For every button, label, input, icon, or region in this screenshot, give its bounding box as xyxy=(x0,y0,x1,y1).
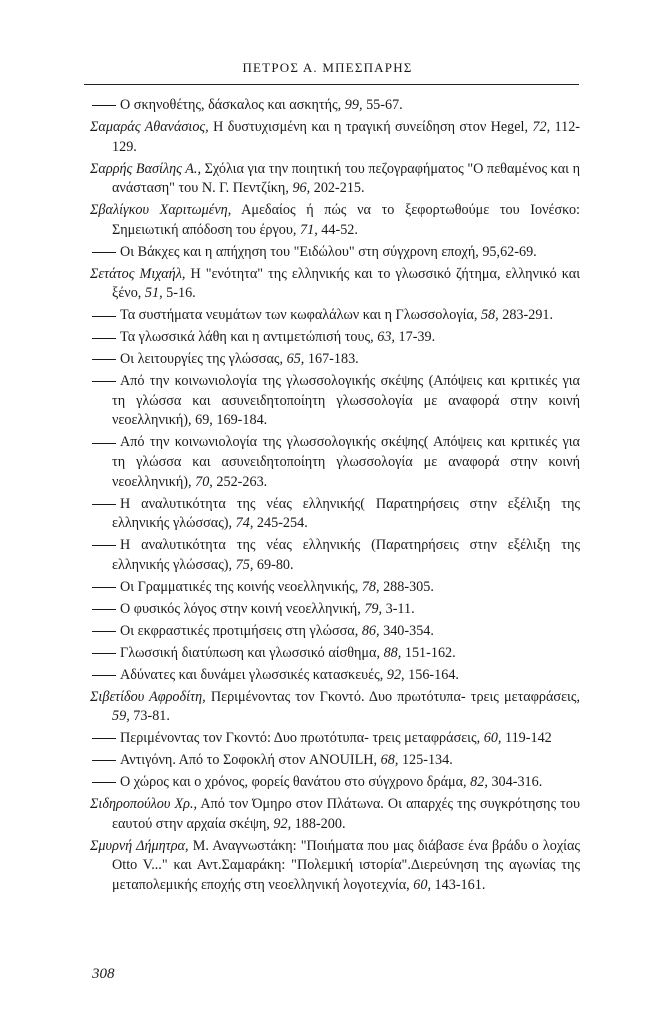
entry-title: Η αναλυτικότητα της νέας ελληνικής (Παρατηρήσεις στην εξέλιξη της ελληνικής γλώσσας), xyxy=(112,537,580,573)
entry-title: Οι λειτουργίες της γλώσσας, xyxy=(120,351,284,368)
index-entry xyxy=(90,666,580,686)
ditto-dash xyxy=(92,359,116,360)
index-entry xyxy=(90,622,580,642)
ditto-dash xyxy=(92,381,116,382)
index-entry xyxy=(90,644,580,664)
index-entry xyxy=(90,688,580,727)
entry-pages: 119-142 xyxy=(505,730,552,747)
entry-pages: 44-52. xyxy=(321,221,358,238)
index-entry xyxy=(90,265,580,304)
ditto-dash xyxy=(92,653,116,654)
entry-volume: 74, xyxy=(235,515,254,532)
index-entry xyxy=(90,773,580,793)
entry-title: Περιμένοντας τον Γκοντό. Δυο πρωτότυπα- τρεις μεταφράσεις, xyxy=(210,688,581,705)
ditto-dash xyxy=(92,587,116,588)
entry-volume: 78, xyxy=(361,578,380,595)
entry-title: Σχόλια για την ποιητική του πεζογραφήματος "Ο πεθαμένος και η ανάσταση" του Ν. Γ. Πεντζίκη, xyxy=(112,160,580,197)
index-entry xyxy=(90,306,580,326)
index-entry xyxy=(90,536,580,575)
entry-title: Οι εκφραστικές προτιμήσεις στη γλώσσα, xyxy=(120,622,359,639)
ditto-dash xyxy=(92,675,116,676)
entry-title: Από τον Όμηρο στον Πλάτωνα. Οι απαρχές της συγκρότησης του εαυτού στην αρχαία σκέψη, xyxy=(112,796,580,832)
entry-pages: 156-164. xyxy=(408,666,459,683)
entry-pages: 288-305. xyxy=(383,578,434,595)
entry-volume: 59, xyxy=(112,708,130,725)
ditto-dash xyxy=(92,738,116,739)
entry-title: Από την κοινωνιολογία της γλωσσολογικής σκέψης (Απόψεις και κριτικές για τη γλώσσα και ασυνειδητοποίητη γλωσσολογία με αναφορά στην κοινή νεοελληνική), 69, 169-184. xyxy=(112,373,580,429)
index-entry xyxy=(90,160,580,199)
entry-volume: 92, xyxy=(386,666,405,683)
entry-title: Οι Βάκχες και η απήχηση του "Ειδώλου" στη σύγχρονη εποχή, 95,62-69. xyxy=(120,243,537,260)
entry-volume: 63, xyxy=(377,329,395,346)
entry-title: Αδύνατες και δυνάμει γλωσσικές κατασκευές, xyxy=(120,666,384,683)
entry-volume: 58, xyxy=(480,307,499,324)
entry-volume: 65, xyxy=(286,351,305,368)
index-entry xyxy=(90,837,580,896)
entry-title: Η "ενότητα" της ελληνικής και το γλωσσικό ζήτημα, ελληνικό και ξένο, xyxy=(112,265,581,302)
ditto-dash xyxy=(92,504,116,505)
running-header: ΠΕΤΡΟΣ Α. ΜΠΕΣΠΑΡΗΣ xyxy=(242,60,413,75)
entry-title: Ο φυσικός λόγος στην κοινή νεοελληνική, xyxy=(120,600,361,617)
entry-pages: 125-134. xyxy=(401,752,453,769)
ditto-dash xyxy=(92,443,116,444)
entry-volume: 72, xyxy=(532,118,551,135)
entry-author: Σιβετίδου Αφροδίτη, xyxy=(90,688,206,705)
entry-volume: 99, xyxy=(344,97,363,113)
entry-pages: 3-11. xyxy=(385,600,415,617)
index-entry xyxy=(90,372,580,431)
ditto-dash xyxy=(92,609,116,610)
entry-pages: 304-316. xyxy=(491,774,543,791)
entry-pages: 112-129. xyxy=(112,118,581,155)
entry-pages: 55-67. xyxy=(366,97,403,113)
index-entry xyxy=(90,118,580,157)
ditto-dash xyxy=(92,631,116,632)
entry-title: Η δυστυχισμένη και η τραγική συνείδηση στον Hegel, xyxy=(213,118,529,135)
entry-author: Σαμαράς Αθανάσιος, xyxy=(90,118,209,135)
entry-title: Η αναλυτικότητα της νέας ελληνικής( Παρατηρήσεις στην εξέλιξη της ελληνικής γλώσσας), xyxy=(112,495,580,532)
entry-pages: 143-161. xyxy=(434,876,486,893)
entry-pages: 283-291. xyxy=(502,307,554,324)
index-entry xyxy=(90,729,580,749)
index-entry xyxy=(90,433,580,492)
ditto-dash xyxy=(92,760,116,761)
entry-volume: 86, xyxy=(361,622,380,639)
entry-pages: 73-81. xyxy=(133,708,170,725)
header-rule xyxy=(84,84,579,85)
entry-title: Περιμένοντας τον Γκοντό: Δυο πρωτότυπα- τρεις μεταφράσεις, xyxy=(120,730,481,747)
ditto-dash xyxy=(92,545,116,546)
entry-pages: 5-16. xyxy=(166,285,196,302)
page-number: 308 xyxy=(92,966,115,982)
entry-title: Μ. Αναγνωστάκη: "Ποιήματα που μας διάβασε ένα βράδυ ο λοχίας Otto V..." και Αντ.Σαμαράκη: "Πολεμική ιστορία".Διερεύνηση της αγωνίας της μεταπολεμικής εποχής στη νεοελληνική λογοτεχνία, xyxy=(112,837,581,893)
entry-pages: 167-183. xyxy=(307,351,359,368)
entry-pages: 151-162. xyxy=(404,644,456,661)
entry-author: Σμυρνή Δήμητρα, xyxy=(90,837,189,854)
entry-volume: 51, xyxy=(144,285,163,302)
index-entry xyxy=(90,96,580,116)
entry-volume: 68, xyxy=(380,752,399,769)
index-entry xyxy=(90,350,580,370)
index-entry xyxy=(90,751,580,771)
entry-title: Τα συστήματα νευμάτων των κωφαλάλων και η Γλωσσολογία, xyxy=(120,307,478,324)
entry-pages: 188-200. xyxy=(294,815,346,832)
ditto-dash xyxy=(92,252,116,253)
index-entry xyxy=(90,578,580,598)
entry-volume: 82, xyxy=(470,774,488,791)
entry-pages: 17-39. xyxy=(398,329,436,346)
index-entry xyxy=(90,795,580,834)
entry-pages: 340-354. xyxy=(383,622,434,639)
index-entry xyxy=(90,201,580,240)
index-entry xyxy=(90,495,580,534)
entry-title: Γλωσσική διατύπωση και γλωσσικό αίσθημα, xyxy=(120,644,381,661)
entry-volume: 60, xyxy=(413,876,431,893)
entry-title: Ο χώρος και ο χρόνος, φορείς θανάτου στο σύγχρονο δράμα, xyxy=(120,774,467,791)
entry-title: Από την κοινωνιολογία της γλωσσολογικής σκέψης( Απόψεις και κριτικές για τη γλώσσα και ασυνειδητοποίητη γλωσσολογία με αναφορά στην κοινή νεοελληνική), xyxy=(112,434,580,490)
entry-author: Σετάτος Μιχαήλ, xyxy=(90,265,186,282)
entry-volume: 96, xyxy=(292,180,311,197)
entry-title: Οι Γραμματικές της κοινής νεοελληνικής, xyxy=(120,578,359,595)
index-entries xyxy=(90,96,580,898)
ditto-dash xyxy=(92,338,116,339)
entry-pages: 69-80. xyxy=(256,556,294,573)
entry-author: Σαρρής Βασίλης Α., xyxy=(90,160,201,177)
entry-volume: 75, xyxy=(235,556,254,573)
entry-title: Αμεδαίος ή πώς να το ξεφορτωθούμε του Ιονέσκο: Σημειωτική απόδοση του έργου, xyxy=(112,202,581,238)
entry-title: Ο σκηνοθέτης, δάσκαλος και ασκητής, xyxy=(120,97,342,113)
ditto-dash xyxy=(92,105,116,106)
entry-pages: 245-254. xyxy=(256,515,308,532)
ditto-dash xyxy=(92,782,116,783)
entry-author: Σβαλίγκου Χαριτωμένη, xyxy=(90,202,232,219)
entry-title: Αντιγόνη. Από το Σοφοκλή στον ANOUILH, xyxy=(120,752,378,769)
entry-author: Σιδηροπούλου Χρ., xyxy=(90,796,198,813)
entry-volume: 71, xyxy=(300,221,318,238)
entry-pages: 252-263. xyxy=(216,473,268,490)
ditto-dash xyxy=(92,316,116,317)
entry-pages: 202-215. xyxy=(313,180,365,197)
index-entry xyxy=(90,600,580,620)
entry-volume: 70, xyxy=(195,473,213,490)
entry-volume: 79, xyxy=(364,600,383,617)
index-entry xyxy=(90,328,580,348)
entry-volume: 92, xyxy=(273,815,292,832)
entry-title: Τα γλωσσικά λάθη και η αντιμετώπισή τους, xyxy=(120,329,374,346)
entry-volume: 88, xyxy=(383,644,402,661)
index-entry xyxy=(90,243,580,263)
entry-volume: 60, xyxy=(483,730,502,747)
